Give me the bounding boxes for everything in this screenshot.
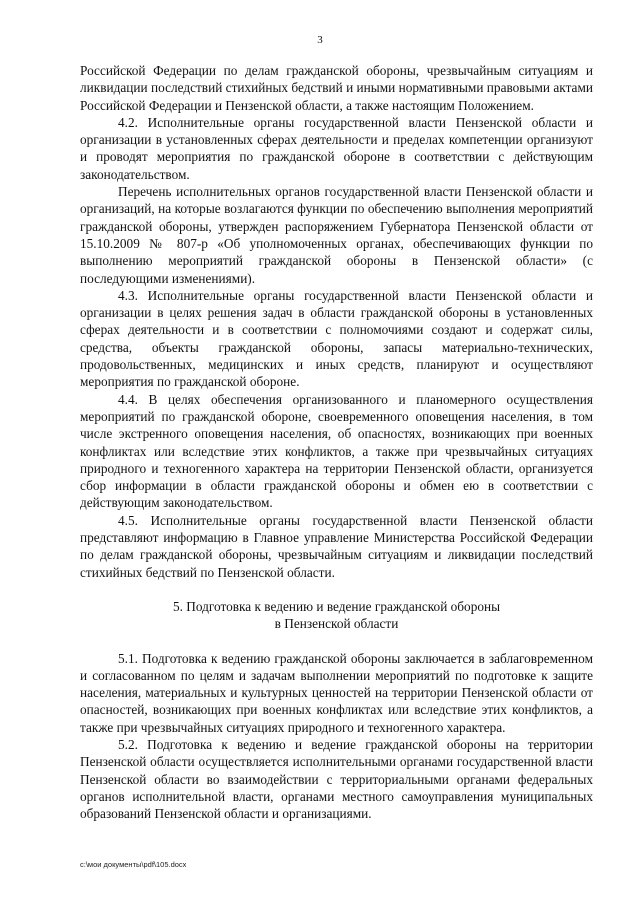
section-5-heading-line2: в Пензенской области — [274, 616, 399, 632]
footer-file-path: c:\мои документы\pdf\105.docx — [80, 860, 187, 869]
paragraph-5-1: 5.1. Подготовка к ведению гражданской обороны заключается в заблаговременном и согласованном по целям и задачам выполнении мероприятий по подготовке к защите населения, материальных и культурных ценностей на территории Пензенской области от опасностей, возникающих при военных конфликтах или вследствие этих конфликтов, а также при чрезвычайных ситуациях природного и техногенного характера. — [80, 650, 593, 735]
paragraph-4-5: 4.5. Исполнительные органы государственной власти Пензенской области представляют информацию в Главное управление Министерства Российской Федерации по делам гражданской обороны, чрезвычайным ситуациям и ликвидации последствий стихийных бедствий по Пензенской области. — [80, 512, 593, 580]
document-body — [80, 62, 593, 822]
paragraph-4-2-list: Перечень исполнительных органов государственной власти Пензенской области и организаций, на которые возлагаются функции по обеспечению выполнения мероприятий гражданской обороны, утвержден распоряжением Губернатора Пензенской области от 15.10.2009 № 807-р «Об уполномоченных органах, обеспечивающих функции по выполнению мероприятий гражданской обороны в Пензенской области» (с последующими изменениями). — [80, 184, 593, 286]
section-4-paragraphs — [80, 62, 593, 581]
paragraph-cont: Российской Федерации по делам гражданской обороны, чрезвычайным ситуациям и ликвидации последствий стихийных бедствий и иными нормативными правовыми актами Российской Федерации и Пензенской области, а также настоящим Положением. — [80, 63, 593, 113]
paragraph-4-2: 4.2. Исполнительные органы государственной власти Пензенской области и организации в установленных сферах деятельности и пределах компетенции организуют и проводят мероприятия по гражданской обороне в соответствии с действующим законодательством. — [80, 114, 593, 182]
paragraph-5-2: 5.2. Подготовка к ведению и ведение гражданской обороны на территории Пензенской области осуществляется исполнительными органами государственной власти Пензенской области во взаимодействии с территориальными органами федеральных органов исполнительной власти, органами местного самоуправления муниципальных образований Пензенской области и организациями. — [80, 736, 593, 822]
paragraph-4-4: 4.4. В целях обеспечения организованного и планомерного осуществления мероприятий по гражданской обороне, своевременного оповещения населения, в том числе экстренного оповещения населения, об опасностях, возникающих при военных конфликтах или вследствие этих конфликтов, а также при чрезвычайных ситуациях природного и техногенного характера на территории Пензенской области, организуется сбор информации в области гражданской обороны и обмен ею в соответствии с действующим законодательством. — [80, 391, 593, 511]
section-5-paragraphs — [80, 650, 593, 823]
page-number: 3 — [317, 34, 323, 46]
paragraph-4-3: 4.3. Исполнительные органы государственной власти Пензенской области и организации в целях решения задач в области гражданской обороны в установленных сферах деятельности и в соответствии с полномочиями создают и содержат силы, средства, объекты гражданской обороны, запасы материально-технических, продовольственных, медицинских и иных средств, планируют и осуществляют мероприятия по гражданской обороне. — [80, 287, 593, 390]
section-5-heading-line1: 5. Подготовка к ведению и ведение гражданской обороны — [172, 598, 501, 614]
section-5-heading — [80, 598, 593, 633]
